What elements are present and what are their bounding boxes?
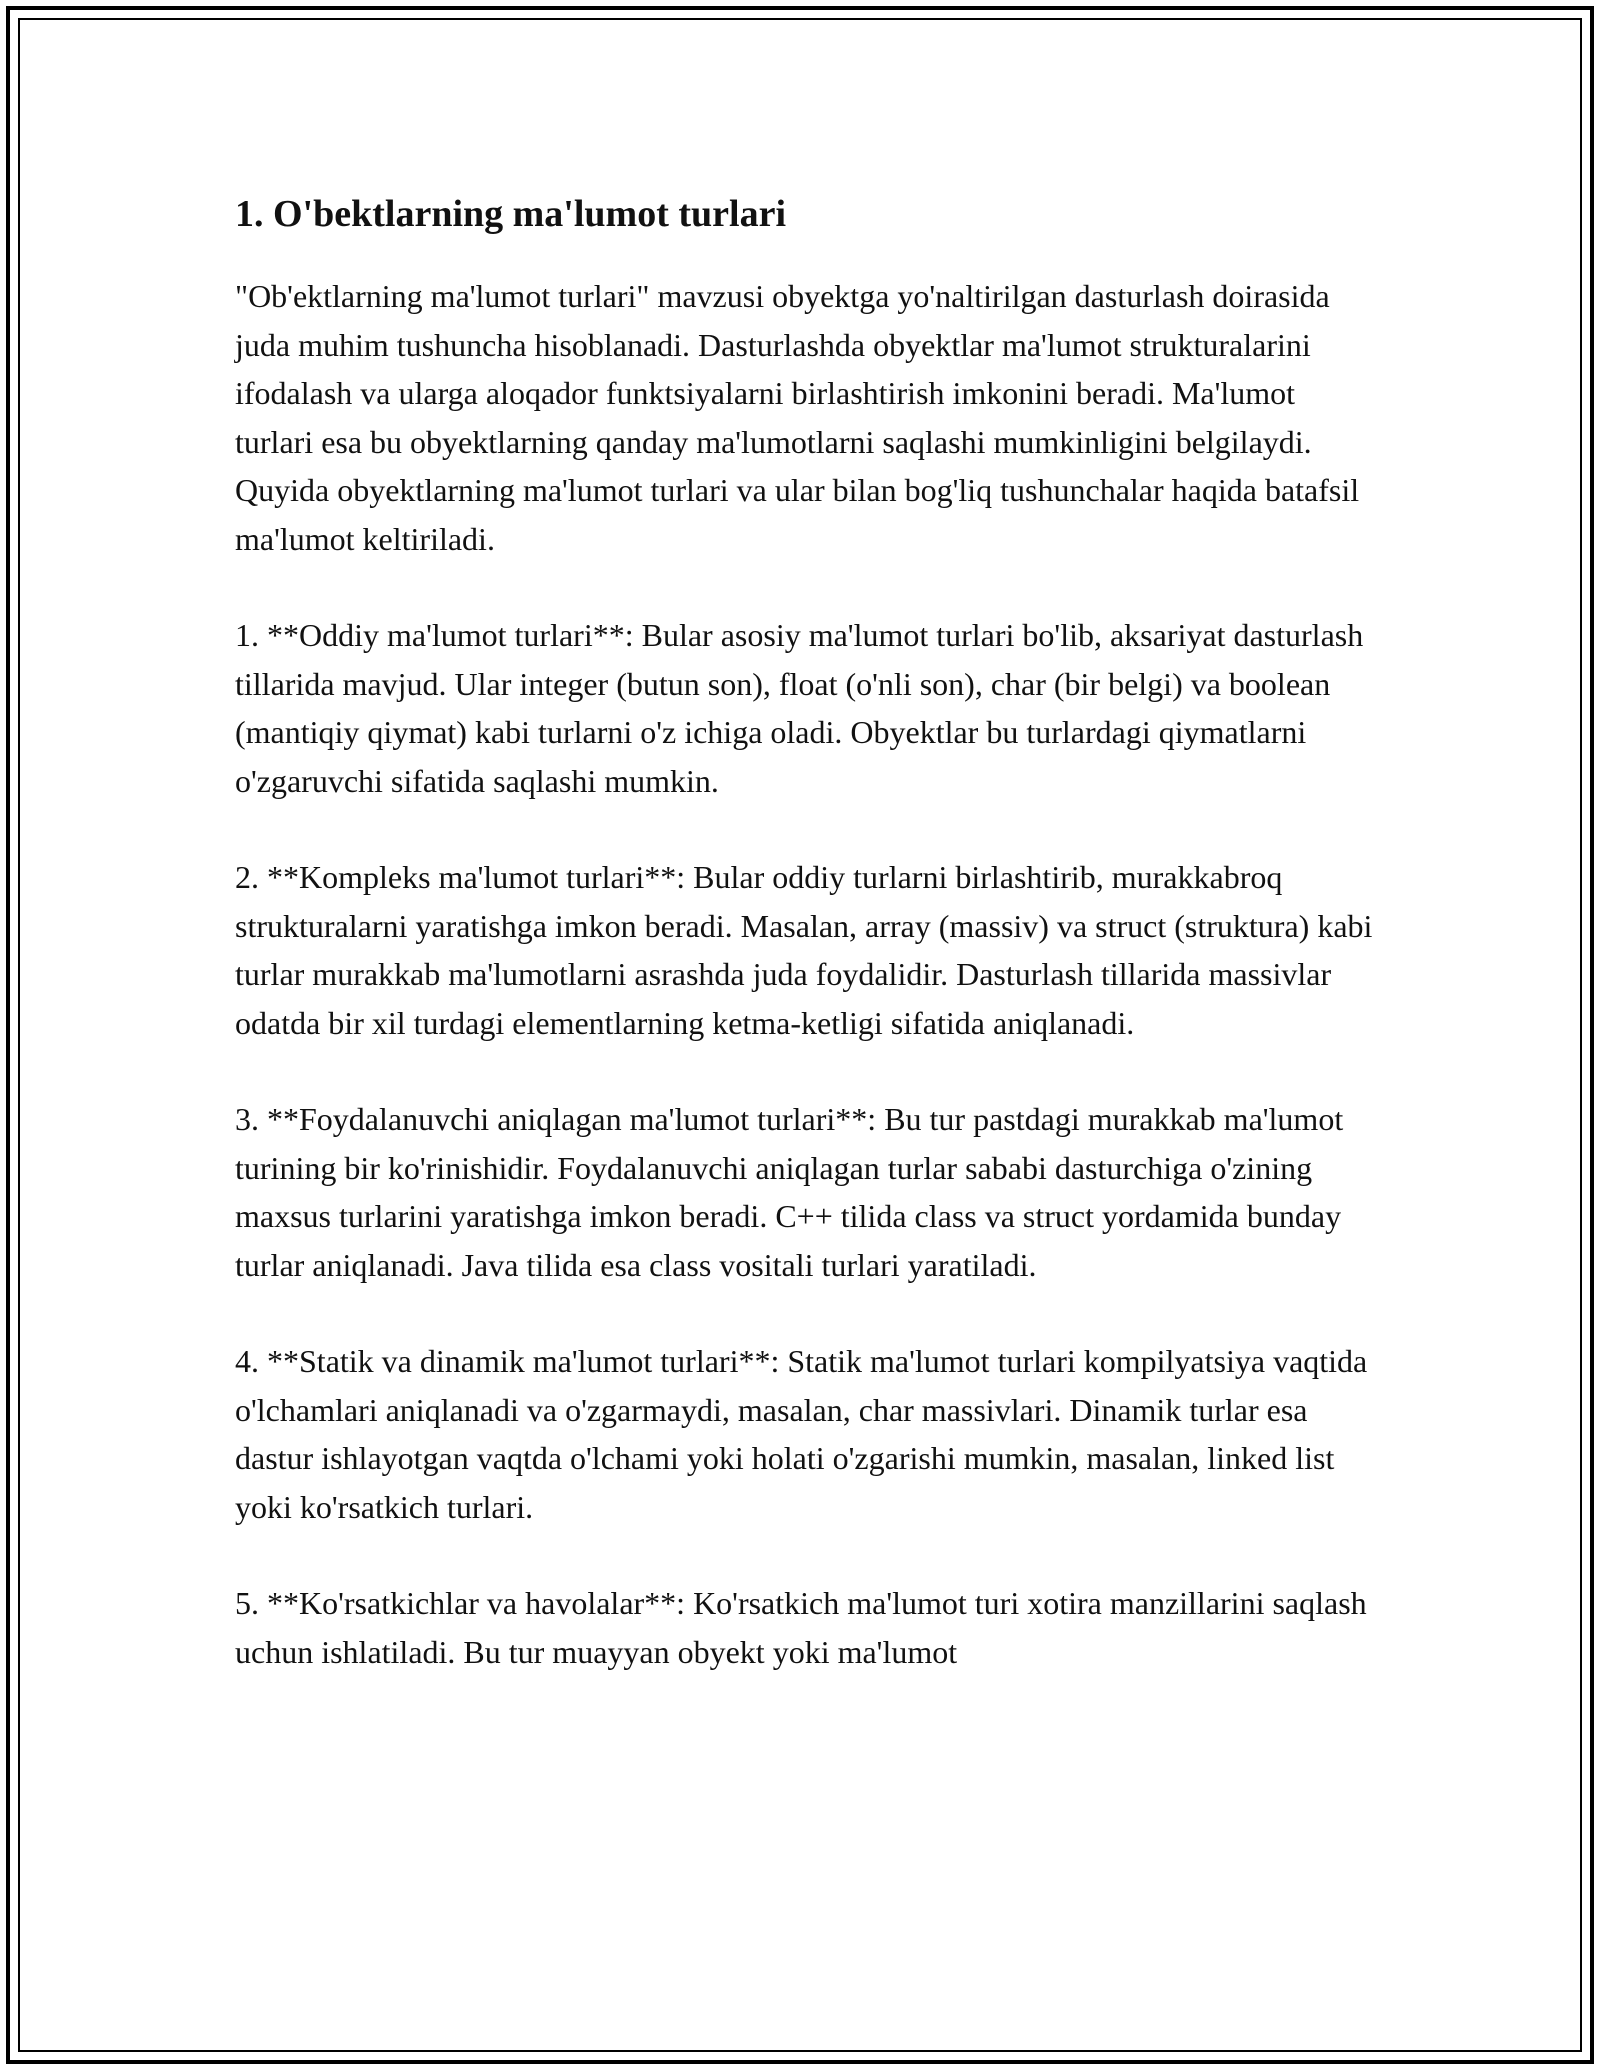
paragraph-complex-types: 2. **Kompleks ma'lumot turlari**: Bular oddiy turlarni birlashtirib, murakkabroq strukturalarni yaratishga imkon beradi. Masalan, array (massiv) va struct (struktura) kabi turlar murakkab ma'lumotlarni asrashda juda foydalidir. Dasturlash tillarida massivlar odatda bir xil turdagi elementlarning ketma-ketligi sifatida aniqlanadi. — [235, 859, 1373, 1041]
paragraph-pointers-references: 5. **Ko'rsatkichlar va havolalar**: Ko'rsatkich ma'lumot turi xotira manzillarini saqlash uchun ishlatiladi. Bu tur muayyan obyekt yoki ma'lumot — [235, 1585, 1367, 1670]
document-title: 1. O'bektlarning ma'lumot turlari — [235, 193, 786, 235]
intro-paragraph: "Ob'ektlarning ma'lumot turlari" mavzusi obyektga yo'naltirilgan dasturlash doirasida juda muhim tushuncha hisoblanadi. Dasturlashda obyektlar ma'lumot strukturalarini ifodalash va ularga aloqador funktsiyalarni birlashtirish imkonini beradi. Ma'lumot turlari esa bu obyektlarning qanday ma'lumotlarni saqlashi mumkinligini belgilaydi. Quyida obyektlarning ma'lumot turlari va ular bilan bog'liq tushunchalar haqida batafsil ma'lumot keltiriladi. — [235, 278, 1360, 557]
paragraph-simple-types: 1. **Oddiy ma'lumot turlari**: Bular asosiy ma'lumot turlari bo'lib, aksariyat dasturlash tillarida mavjud. Ular integer (butun son), float (o'nli son), char (bir belgi) va boolean (mantiqiy qiymat) kabi turlarni o'z ichiga oladi. Obyektlar bu turlardagi qiymatlarni o'zgaruvchi sifatida saqlashi mumkin. — [235, 617, 1364, 799]
document-body — [235, 186, 1375, 1724]
paragraph-user-defined-types: 3. **Foydalanuvchi aniqlagan ma'lumot turlari**: Bu tur pastdagi murakkab ma'lumot turining bir ko'rinishidir. Foydalanuvchi aniqlagan turlar sababi dasturchiga o'zining maxsus turlarini yaratishga imkon beradi. C++ tilida class va struct yordamida bunday turlar aniqlanadi. Java tilida esa class vositali turlari yaratiladi. — [235, 1101, 1344, 1283]
paragraph-static-dynamic-types: 4. **Statik va dinamik ma'lumot turlari**: Statik ma'lumot turlari kompilyatsiya vaqtida o'lchamlari aniqlanadi va o'zgarmaydi, masalan, char massivlari. Dinamik turlar esa dastur ishlayotgan vaqtda o'lchami yoki holati o'zgarishi mumkin, masalan, linked list yoki ko'rsatkich turlari. — [235, 1343, 1368, 1525]
